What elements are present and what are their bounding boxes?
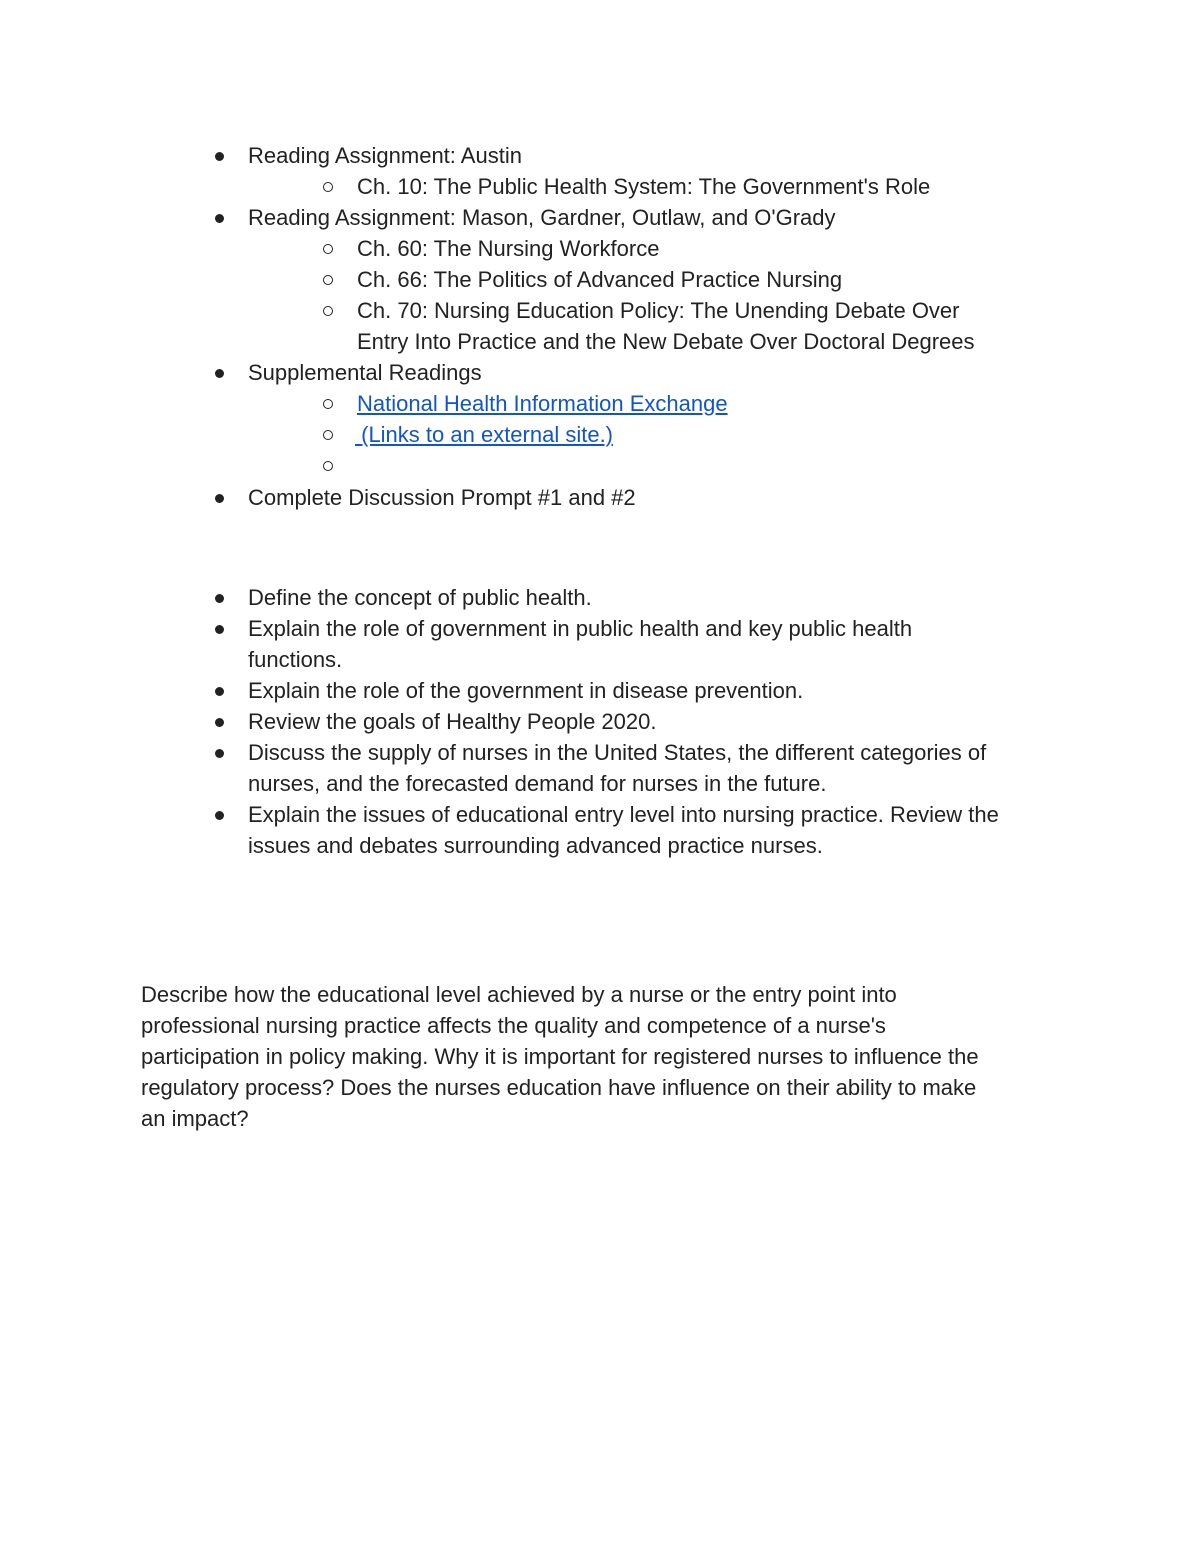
objective-item-6-line2: issues and debates surrounding advanced practice nurses. [248, 833, 823, 858]
objective-item-2-line2: functions. [248, 647, 343, 672]
national-health-information-exchange-link[interactable]: National Health Information Exchange [357, 391, 728, 416]
bullet-circle-icon [323, 430, 333, 440]
prompt-line-1: Describe how the educational level achieved by a nurse or the entry point into [141, 982, 897, 1007]
reading-austin-label: Reading Assignment: Austin [248, 143, 522, 168]
reading-mason-label: Reading Assignment: Mason, Gardner, Outlaw, and O'Grady [248, 205, 836, 230]
reading-mason-ch70-line2: Entry Into Practice and the New Debate Over Doctoral Degrees [357, 329, 975, 354]
objective-item-1: Define the concept of public health. [248, 585, 592, 610]
bullet-dot-icon [215, 214, 224, 223]
bullet-circle-icon [323, 244, 333, 254]
bullet-dot-icon [215, 811, 224, 820]
supplemental-readings-label: Supplemental Readings [248, 360, 482, 385]
supplemental-link-external-row [355, 419, 613, 450]
objective-item-4: Review the goals of Healthy People 2020. [248, 709, 657, 734]
objective-item-5-line2: nurses, and the forecasted demand for nurses in the future. [248, 771, 827, 796]
prompt-line-3: participation in policy making. Why it is important for registered nurses to influence the [141, 1044, 979, 1069]
external-site-link[interactable]: (Links to an external site.) [355, 422, 614, 447]
reading-austin-ch10: Ch. 10: The Public Health System: The Government's Role [357, 174, 931, 199]
discussion-prompt-label: Complete Discussion Prompt #1 and #2 [248, 485, 636, 510]
reading-mason-ch60: Ch. 60: The Nursing Workforce [357, 236, 660, 261]
bullet-dot-icon [215, 625, 224, 634]
bullet-dot-icon [215, 749, 224, 758]
bullet-dot-icon [215, 152, 224, 161]
bullet-circle-icon [323, 399, 333, 409]
prompt-line-4: regulatory process? Does the nurses education have influence on their ability to make [141, 1075, 977, 1100]
prompt-line-2: professional nursing practice affects the quality and competence of a nurse's [141, 1013, 886, 1038]
objective-item-6-line1: Explain the issues of educational entry level into nursing practice. Review the [248, 802, 999, 827]
reading-mason-ch66: Ch. 66: The Politics of Advanced Practice Nursing [357, 267, 843, 292]
reading-mason-ch70-line1: Ch. 70: Nursing Education Policy: The Unending Debate Over [357, 298, 960, 323]
bullet-circle-icon [323, 461, 333, 471]
bullet-circle-icon [323, 306, 333, 316]
bullet-circle-icon [323, 182, 333, 192]
prompt-line-5: an impact? [141, 1106, 249, 1131]
objective-item-3: Explain the role of the government in disease prevention. [248, 678, 804, 703]
objective-item-2-line1: Explain the role of government in public health and key public health [248, 616, 913, 641]
supplemental-link-nhie-row [357, 388, 728, 419]
bullet-dot-icon [215, 494, 224, 503]
bullet-dot-icon [215, 687, 224, 696]
bullet-dot-icon [215, 594, 224, 603]
bullet-dot-icon [215, 718, 224, 727]
bullet-dot-icon [215, 369, 224, 378]
objective-item-5-line1: Discuss the supply of nurses in the United States, the different categories of [248, 740, 987, 765]
bullet-circle-icon [323, 275, 333, 285]
